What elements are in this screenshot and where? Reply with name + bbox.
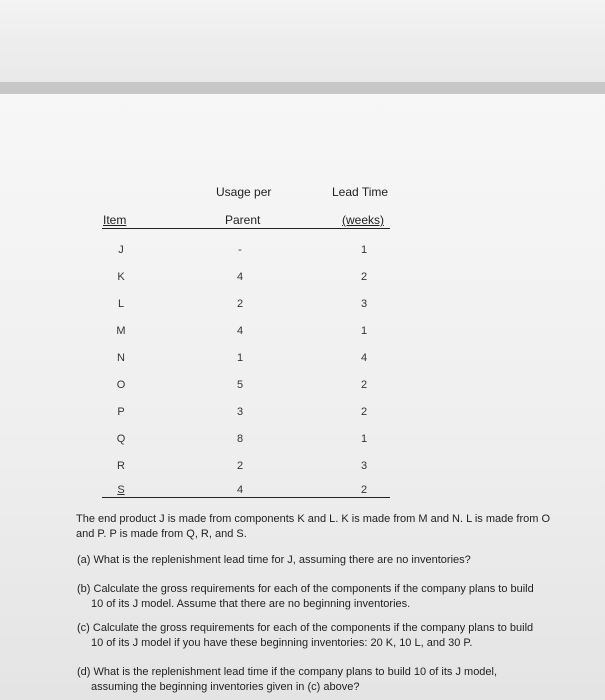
header-rule <box>102 228 390 229</box>
cell-usage: 2 <box>236 298 244 310</box>
table-bottom-rule <box>102 497 390 498</box>
cell-lead-time: 2 <box>360 484 368 496</box>
cell-item: P <box>117 406 125 418</box>
header-usage-line1: Usage per <box>216 185 272 199</box>
cell-usage: 4 <box>236 325 244 337</box>
cell-lead-time: 4 <box>360 352 368 364</box>
cell-item: J <box>118 244 124 256</box>
cell-lead-time: 2 <box>360 271 368 283</box>
cell-lead-time: 3 <box>360 460 368 472</box>
question-b-line1: (b) Calculate the gross requirements for each of the components if the company plans to build <box>77 583 534 595</box>
problem-statement-line2: and P. P is made from Q, R, and S. <box>76 528 247 540</box>
cell-usage: 4 <box>236 484 244 496</box>
cell-usage: 5 <box>236 379 244 391</box>
cell-usage: - <box>238 244 242 256</box>
cell-lead-time: 2 <box>360 379 368 391</box>
header-item: Item <box>103 213 127 227</box>
cell-usage: 1 <box>236 352 244 364</box>
cell-item: R <box>117 460 125 472</box>
header-usage-line2: Parent <box>225 213 261 227</box>
cell-usage: 8 <box>236 433 244 445</box>
question-d-line2: assuming the beginning inventories given in (c) above? <box>91 681 360 693</box>
top-margin <box>0 0 605 82</box>
cell-item: N <box>117 352 125 364</box>
cell-usage: 3 <box>236 406 244 418</box>
cell-lead-time: 1 <box>360 433 368 445</box>
cell-usage: 2 <box>236 460 244 472</box>
problem-statement-line1: The end product J is made from components K and L. K is made from M and N. L is made from O <box>76 513 551 525</box>
cell-item: S <box>117 484 125 496</box>
document-page <box>0 94 605 700</box>
cell-lead-time: 1 <box>360 244 368 256</box>
cell-item: L <box>117 298 125 310</box>
question-b-line2: 10 of its J model. Assume that there are no beginning inventories. <box>91 598 411 610</box>
header-lead-line2: (weeks) <box>342 213 385 227</box>
cell-usage: 4 <box>236 271 244 283</box>
question-c-line1: (c) Calculate the gross requirements for each of the components if the company plans to build <box>77 622 534 634</box>
cell-lead-time: 3 <box>360 298 368 310</box>
cell-lead-time: 2 <box>360 406 368 418</box>
cell-lead-time: 1 <box>360 325 368 337</box>
cell-item: Q <box>116 433 126 445</box>
question-a: (a) What is the replenishment lead time for J, assuming there are no inventories? <box>77 554 471 566</box>
page-edge-band <box>0 82 605 94</box>
cell-item: M <box>116 325 126 337</box>
cell-item: K <box>117 271 125 283</box>
question-d-line1: (d) What is the replenishment lead time if the company plans to build 10 of its J model, <box>77 666 498 678</box>
cell-item: O <box>116 379 126 391</box>
question-c-line2: 10 of its J model if you have these beginning inventories: 20 K, 10 L, and 30 P. <box>91 637 473 649</box>
header-lead-line1: Lead Time <box>332 185 389 199</box>
